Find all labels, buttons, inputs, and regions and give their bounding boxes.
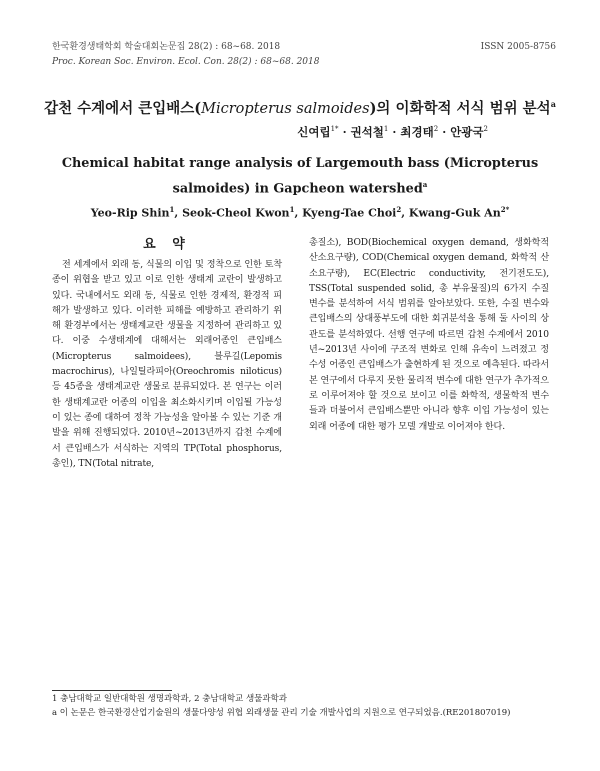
paper-title-korean (0, 97, 600, 118)
author-affil-mark: 2 (396, 205, 402, 214)
author-name: Kyeng-Tae Choi (302, 206, 397, 220)
author-list-korean (297, 124, 488, 140)
abstract-heading: 요 약 (143, 237, 191, 252)
title-en-footnote-mark: a (422, 180, 428, 189)
title-ko-part: )의 이화학적 서식 범위 분석 (369, 100, 551, 117)
author-name: 최경태 (400, 125, 434, 139)
title-ko-part: 갑천 수계에서 큰입배스( (44, 100, 202, 117)
journal-header-ko (52, 41, 556, 53)
journal-citation-ko: 한국환경생태학회 학술대회논문집 28(2) : 68~68. 2018 (52, 42, 281, 52)
author-name: 권석철 (350, 125, 384, 139)
author-separator: · (388, 125, 401, 139)
author-name: Kwang-Guk An (408, 206, 501, 220)
author-separator: , (401, 206, 409, 220)
author-name: 신여립 (297, 125, 331, 139)
author-separator: · (338, 125, 351, 139)
author-separator: · (438, 125, 451, 139)
author-affil-mark: 1 (289, 205, 295, 214)
title-en-text: Chemical habitat range analysis of Largemouth bass (Micropterus salmoides) in Gapcheon watershed (61, 156, 539, 197)
author-separator: , (174, 206, 183, 220)
paper-title-english (50, 153, 550, 199)
author-affil-mark: 2* (500, 205, 510, 214)
author-affil-mark: 2 (483, 125, 488, 134)
author-name: Yeo-Rip Shin (90, 206, 170, 220)
author-affil-mark: 1 (169, 205, 175, 214)
journal-header-en (52, 56, 556, 68)
title-species: Micropterus salmoides (201, 101, 370, 117)
author-separator: , (294, 206, 303, 220)
author-affil-mark: 1* (330, 125, 339, 134)
abstract-left-column: 전 세계에서 외래 동, 식물의 이입 및 정착으로 인한 토착종이 위협을 받고 있고 이로 인한 생태계 교란이 발생하고 있다. 국내에서도 외래 동, 식물로 인한 경제적, 환경적 피해가 발생하고 있다. 이러한 피해를 예방하고 관리하기 위해 환경부에서는 생태계교란 생물을 지정하여 관리하고 있다. 이중 수생태계에 대해서는 외래어종인 큰입배스(Micropterus salmoidees), 블루길(Lepomis macrochirus), 나일틸라피아(Oreochromis niloticus) 등 45종을 생태계교란 생물로 분류되었다. 본 연구는 이러한 생태계교란 어종의 이입을 최소화시키며 이입될 가능성이 있는 종에 대하여 정착 가능성을 알아볼 수 있는 기준 개발을 위해 진행되었다. 2010년~2013년까지 갑천 수계에서 큰입배스가 서식하는 지역의 TP(Total phosphorus, 총인), TN(Total nitrate, (52, 260, 282, 469)
issn: ISSN 2005-8756 (480, 42, 556, 52)
footnote-affiliations: 1 충남대학교 일반대학원 생명과학과, 2 충남대학교 생물과학과 (52, 694, 288, 704)
author-affil-mark: 2 (433, 125, 439, 134)
journal-citation-en: Proc. Korean Soc. Environ. Ecol. Con. 28(2) : 68~68. 2018 (52, 57, 320, 67)
author-list-english (0, 205, 600, 220)
author-name: 안광국 (450, 125, 484, 139)
footnote-funding: a 이 논문은 한국환경산업기술원의 생물다양성 위협 외래생물 관리 기술 개발사업의 지원으로 연구되었음.(RE201807019) (52, 708, 511, 718)
author-name: Seok-Cheol Kwon (182, 206, 290, 220)
footnote-divider (52, 690, 172, 691)
abstract-right-column: 총질소), BOD(Biochemical oxygen demand, 생화학적 산소요구량), COD(Chemical oxygen demand, 화학적 산소요구량), EC(Electric conductivity, 전기전도도), TSS(Total suspended solid, 총 부유물질)의 6가지 수질 변수를 분석하여 서식 범위를 알아보았다. 또한, 수질 변수와 큰입배스의 상대풍부도에 대한 회귀분석을 통해 둘 사이의 상관도를 분석하였다. 선행 연구에 따르면 갑천 수계에서 2010년~2013년 사이에 구조적 변화로 인해 유속이 느려졌고 정수성 어종인 큰입배스가 출현하게 된 것으로 예측된다. 따라서 본 연구에서 다루지 못한 물리적 변수에 대한 연구가 추가적으로 이루어져야 할 것으로 보이고 이를 화학적, 생물학적 변수들과 더불어서 큰입배스뿐만 아니라 향후 이입 가능성이 있는 외래 어종에 대한 평가 모델 개발로 이어져야 한다. (309, 238, 549, 432)
title-footnote-mark: a (550, 99, 556, 110)
author-affil-mark: 1 (383, 125, 389, 134)
